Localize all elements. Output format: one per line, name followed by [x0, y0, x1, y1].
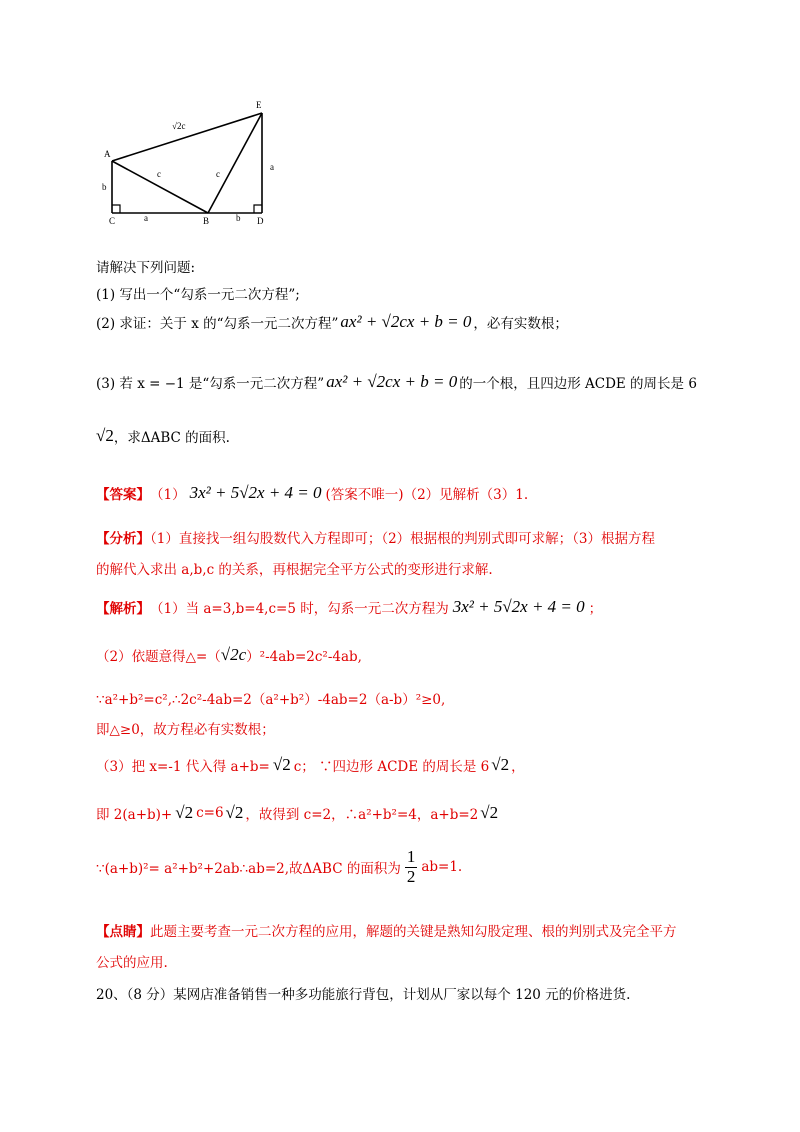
analysis-line1 — [96, 527, 655, 547]
q3-equation: ax² + √2cx + b = 0 — [326, 372, 458, 391]
label-c-right: c — [216, 169, 220, 179]
solution-s6-sqrt2: √2 — [225, 803, 244, 822]
solution-s2-a: （2）依题意得△=（ — [96, 649, 221, 665]
solution-s7-b: ab=1. — [421, 859, 463, 876]
solution-s1: （1）当 a=3,b=4,c=5 时，勾系一元二次方程为 — [150, 601, 449, 617]
solution-s2-b: ）²-4ab=2c²-4ab, — [246, 649, 362, 665]
solution-s1-end: ； — [588, 601, 603, 617]
solution-s6-c: ，故得到 c=2，∴a²+b²=4，a+b=2 — [245, 807, 479, 823]
comment-line2: 公式的应用. — [96, 955, 168, 971]
question-3-line2 — [96, 426, 230, 446]
fraction-denominator: 2 — [406, 866, 416, 886]
label-A: A — [104, 149, 111, 159]
solution-s6-a: 即 2(a+b)+ — [96, 807, 173, 823]
label-b-bottom: b — [236, 213, 241, 223]
analysis-text1: （1）直接找一组勾股数代入方程即可；（2）根据根的判别式即可求解；（3）根据方程 — [150, 531, 656, 547]
analysis-tag: 【分析】 — [96, 531, 150, 547]
label-b-left: b — [102, 182, 107, 192]
solution-line3: ∵a²+b²=c²,∴2c²-4ab=2（a²+b²）-4ab=2（a-b）²≥0, — [96, 692, 446, 708]
solution-s5-sqrt2: √2 — [491, 755, 510, 774]
solution-s2-sqrt: √2c — [220, 645, 247, 664]
label-D: D — [257, 216, 264, 225]
solution-line6 — [96, 803, 500, 823]
label-sqrt2c: √2c — [172, 121, 186, 131]
question-3 — [96, 372, 697, 392]
label-C: C — [109, 216, 116, 225]
intro-text: 请解决下列问题: — [96, 260, 196, 276]
comment-line1 — [96, 920, 677, 940]
label-B: B — [203, 216, 210, 225]
q3-suffix: 的一个根，且四边形 ACDE 的周长是 6 — [459, 376, 697, 392]
q3-sqrt: √2 — [96, 426, 114, 445]
solution-s6-sqrt3: √2 — [480, 803, 499, 822]
solution-s6-b: c=6 — [196, 805, 224, 821]
label-a-bottom: a — [144, 213, 148, 223]
label-E: E — [256, 100, 262, 110]
solution-s5-c: ， — [511, 759, 525, 775]
q2-prefix: (2) 求证：关于 x 的“勾系一元二次方程” — [96, 316, 339, 332]
q3-prefix: (3) 若 x = −1 是“勾系一元二次方程” — [96, 376, 325, 392]
solution-s5-b: c； ∵四边形 ACDE 的周长是 6 — [293, 759, 490, 775]
q2-equation: ax² + √2cx + b = 0 — [340, 312, 472, 331]
solution-s7-a: ∵(a+b)²= a²+b²+2ab∴ab=2,故ΔABC 的面积为 — [96, 861, 401, 878]
question-1: (1) 写出一个“勾系一元二次方程”; — [96, 287, 300, 303]
solution-s6-sqrt: √2 — [175, 803, 194, 822]
comment-text1: 此题主要考查一元二次方程的应用，解题的关键是熟知勾股定理、根的判别式及完全平方 — [150, 924, 677, 940]
solution-fraction — [405, 848, 418, 886]
answer-part1: （1） — [150, 487, 186, 503]
solution-s1-equation: 3x² + 5√2x + 4 = 0 — [452, 597, 585, 616]
q2-suffix: ，必有实数根； — [473, 316, 568, 332]
solution-line1 — [96, 597, 602, 617]
solution-s5-sqrt: √2 — [272, 755, 291, 774]
answer-tag: 【答案】 — [96, 487, 150, 503]
label-c-left: c — [157, 169, 161, 179]
comment-tag: 【点睛】 — [96, 924, 150, 940]
next-question: 20、（8 分）某网店准备销售一种多功能旅行背包，计划从厂家以每个 120 元的价格进货. — [96, 987, 631, 1003]
q3-line2-text: ，求ΔABC 的面积. — [113, 430, 230, 446]
question-2 — [96, 312, 568, 332]
solution-line2 — [96, 645, 362, 665]
answer-line — [96, 483, 528, 503]
label-a-right: a — [270, 162, 274, 172]
solution-tag: 【解析】 — [96, 601, 150, 617]
solution-line7 — [96, 848, 462, 886]
answer-equation: 3x² + 5√2x + 4 = 0 — [189, 483, 322, 502]
solution-line4: 即△≥0，故方程必有实数根； — [96, 722, 275, 738]
solution-line5 — [96, 755, 525, 775]
solution-s5-a: （3）把 x=-1 代入得 a+b= — [96, 759, 270, 775]
geometry-figure — [100, 95, 280, 225]
analysis-line2: 的解代入求出 a,b,c 的关系，再根据完全平方公式的变形进行求解. — [96, 562, 493, 578]
answer-rest: (答案不唯一)（2）见解析（3）1. — [325, 487, 529, 503]
fraction-numerator: 1 — [406, 847, 416, 866]
